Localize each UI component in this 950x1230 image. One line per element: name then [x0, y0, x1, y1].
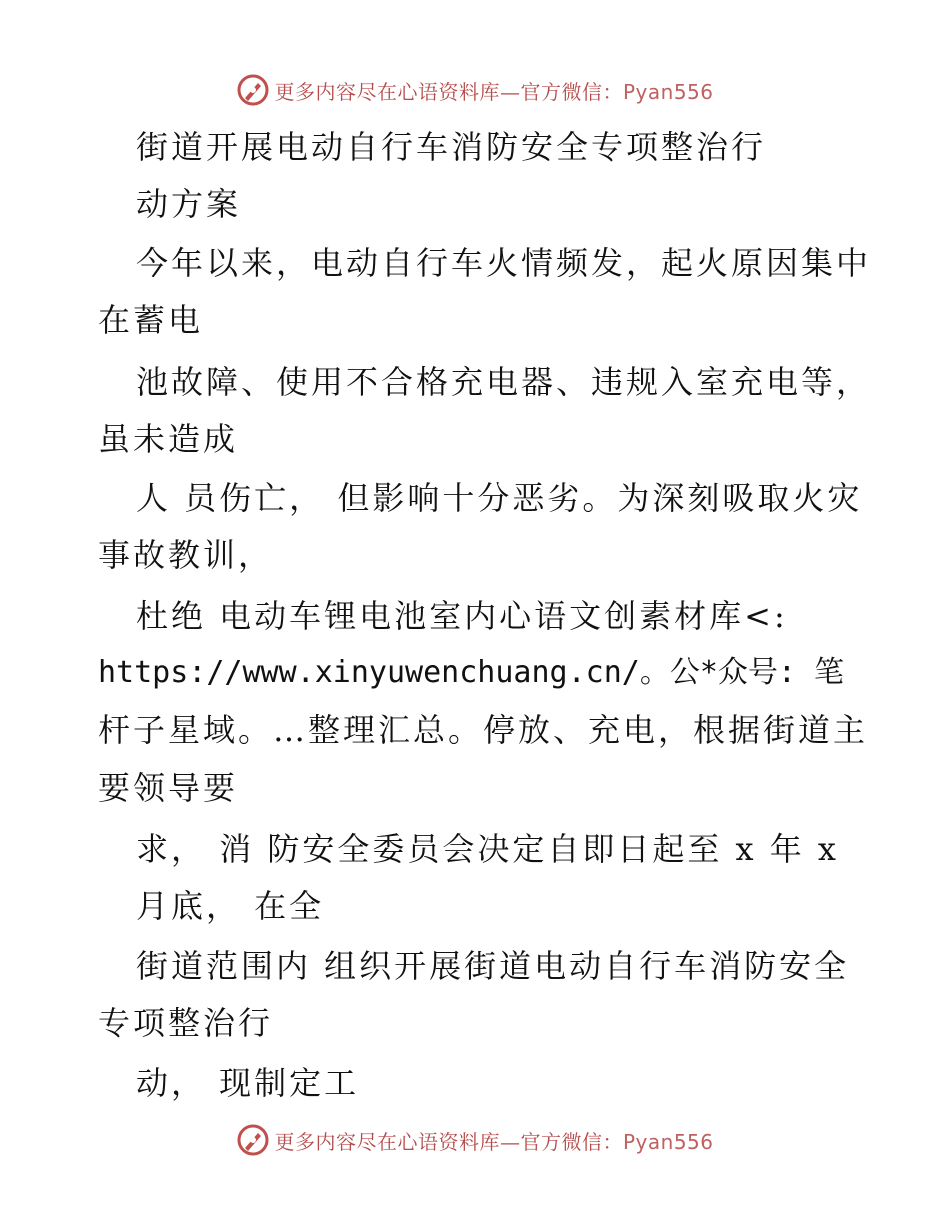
wechat-id: Pyan556 [622, 79, 714, 104]
doc-line: 人 员伤亡， 但影响十分恶劣。为深刻吸取火灾 [136, 479, 863, 517]
doc-line: 求， 消 防安全委员会决定自即日起至 x 年 x [136, 830, 839, 868]
doc-line: 要领导要 [98, 769, 239, 807]
footer-banner [0, 1120, 950, 1160]
doc-line: 杜绝 电动车锂电池室内心语文创素材库<: [136, 597, 788, 635]
banner-label: 更多内容尽在心语资料库—官方微信： [274, 1129, 623, 1154]
doc-line: 虽未造成 [98, 420, 239, 458]
doc-line: 专项整治行 [98, 1004, 274, 1042]
doc-line: 街道开展电动自行车消防安全专项整治行 [136, 128, 767, 166]
doc-line: 在蓄电 [98, 301, 204, 339]
doc-line: https://www.xinyuwenchuang.cn/。公*众号: 笔 [98, 655, 845, 690]
banner-label: 更多内容尽在心语资料库—官方微信： [274, 79, 623, 104]
doc-line: 杆子星域。…整理汇总。停放、充电，根据街道主 [98, 711, 869, 749]
doc-line: 今年以来，电动自行车火情频发，起火原因集中 [136, 244, 872, 282]
doc-line: 动方案 [136, 185, 242, 223]
pen-logo-icon [236, 1123, 270, 1157]
doc-line: 事故教训， [98, 536, 274, 574]
doc-line: 池故障、使用不合格充电器、违规入室充电等， [136, 363, 872, 401]
doc-line: 动， 现制定工 [136, 1064, 360, 1102]
wechat-id: Pyan556 [622, 1129, 714, 1154]
doc-line: 街道范围内 组织开展街道电动自行车消防安全 [136, 947, 850, 985]
banner-text [274, 1126, 713, 1155]
doc-line: 月底， 在全 [136, 887, 325, 925]
